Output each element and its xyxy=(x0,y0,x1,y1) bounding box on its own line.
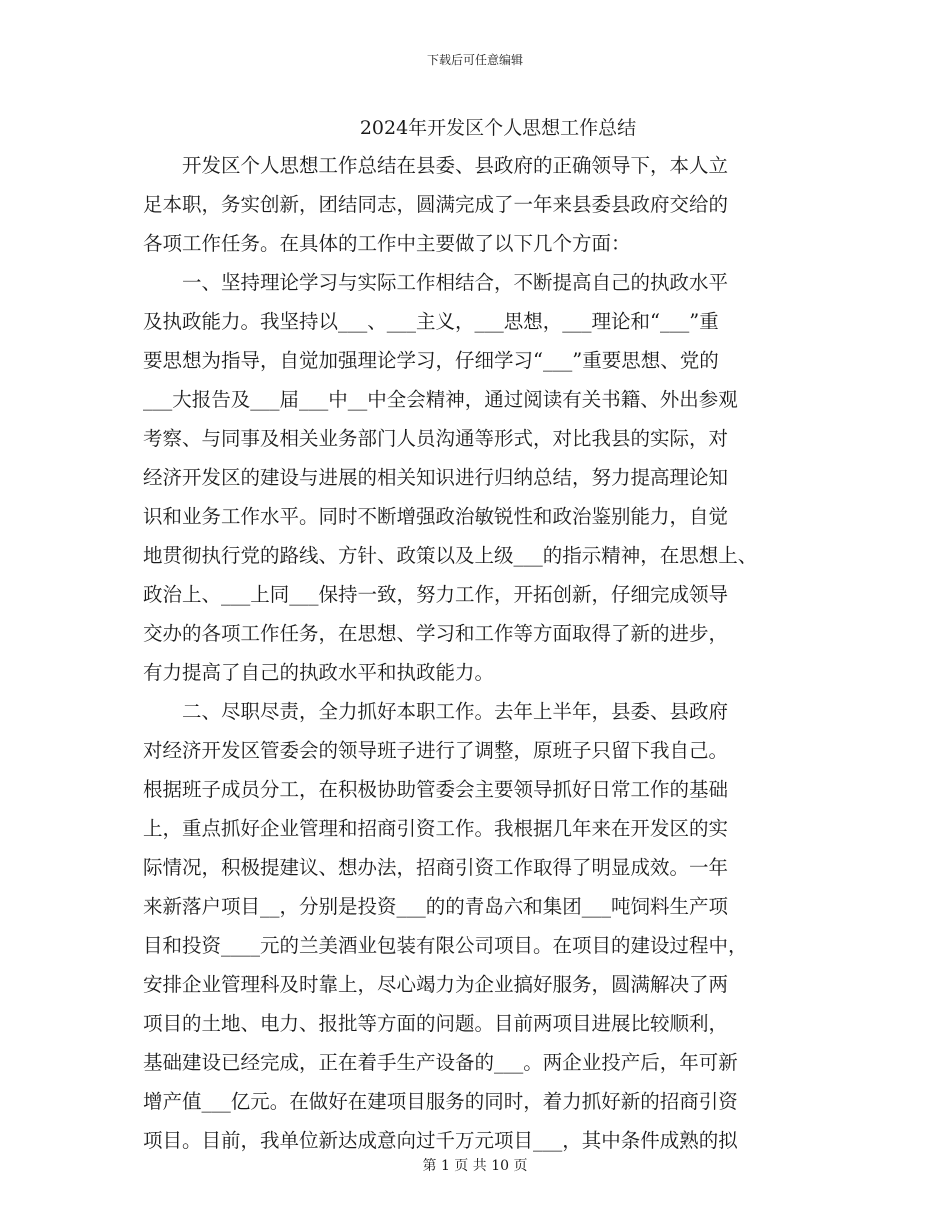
body-line: 对经济开发区管委会的领导班子进行了调整，原班子只留下我自己。 xyxy=(143,739,729,762)
body-line: 交办的各项工作任务，在思想、学习和工作等方面取得了新的进步， xyxy=(143,622,729,645)
body-line: 各项工作任务。在具体的工作中主要做了以下几个方面： xyxy=(143,232,631,255)
body-line: 开发区个人思想工作总结在县委、县政府的正确领导下，本人立 xyxy=(143,154,729,177)
body-line: 际情况，积极提建议、想办法，招商引资工作取得了明显成效。一年 xyxy=(143,856,729,879)
body-line: 上，重点抓好企业管理和招商引资工作。我根据几年来在开发区的实 xyxy=(143,817,729,840)
body-line: 增产值___亿元。在做好在建项目服务的同时，着力抓好新的招商引资 xyxy=(143,1090,738,1113)
body-line: 一、坚持理论学习与实际工作相结合，不断提高自己的执政水平 xyxy=(143,271,729,294)
body-line: ___大报告及___届___中__中全会精神，通过阅读有关书籍、外出参观 xyxy=(143,388,738,411)
body-line: 来新落户项目__，分别是投资___的的青岛六和集团___吨饲料生产项 xyxy=(143,895,729,918)
body-line: 要思想为指导，自觉加强理论学习，仔细学习“___”重要思想、党的 xyxy=(143,349,719,372)
body-line: 及执政能力。我坚持以___、___主义，___思想，___理论和“___”重 xyxy=(143,310,719,333)
body-line: 考察、与同事及相关业务部门人员沟通等形式，对比我县的实际，对 xyxy=(143,427,729,450)
body-line: 目和投资____元的兰美酒业包装有限公司项目。在项目的建设过程中， xyxy=(143,934,748,957)
body-line: 项目的土地、电力、报批等方面的问题。目前两项目进展比较顺利， xyxy=(143,1012,729,1035)
body-line: 识和业务工作水平。同时不断增强政治敏锐性和政治鉴别能力，自觉 xyxy=(143,505,729,528)
body-line: 安排企业管理科及时靠上，尽心竭力为企业搞好服务，圆满解决了两 xyxy=(143,973,729,996)
body-line: 足本职，务实创新，团结同志，圆满完成了一年来县委县政府交给的 xyxy=(143,193,729,216)
body-line: 基础建设已经完成，正在着手生产设备的___。两企业投产后，年可新 xyxy=(143,1051,738,1074)
document-body xyxy=(143,146,843,1160)
document-title: 2024年开发区个人思想工作总结 xyxy=(359,117,637,139)
body-line: 政治上、___上同___保持一致，努力工作，开拓创新，仔细完成领导 xyxy=(143,583,729,606)
body-line: 有力提高了自己的执政水平和执政能力。 xyxy=(143,661,495,684)
body-line: 项目。目前，我单位新达成意向过千万元项目___，其中条件成熟的拟 xyxy=(143,1129,738,1152)
body-line: 地贯彻执行党的路线、方针、政策以及上级___的指示精神，在思想上、 xyxy=(143,544,758,567)
body-line: 经济开发区的建设与进展的相关知识进行归纳总结，努力提高理论知 xyxy=(143,466,729,489)
header-note: 下载后可任意编辑 xyxy=(426,53,523,67)
page-footer: 第 1 页 共 10 页 xyxy=(422,1158,528,1174)
body-line: 根据班子成员分工，在积极协助管委会主要领导抓好日常工作的基础 xyxy=(143,778,729,801)
body-line: 二、尽职尽责，全力抓好本职工作。去年上半年，县委、县政府 xyxy=(143,700,729,723)
